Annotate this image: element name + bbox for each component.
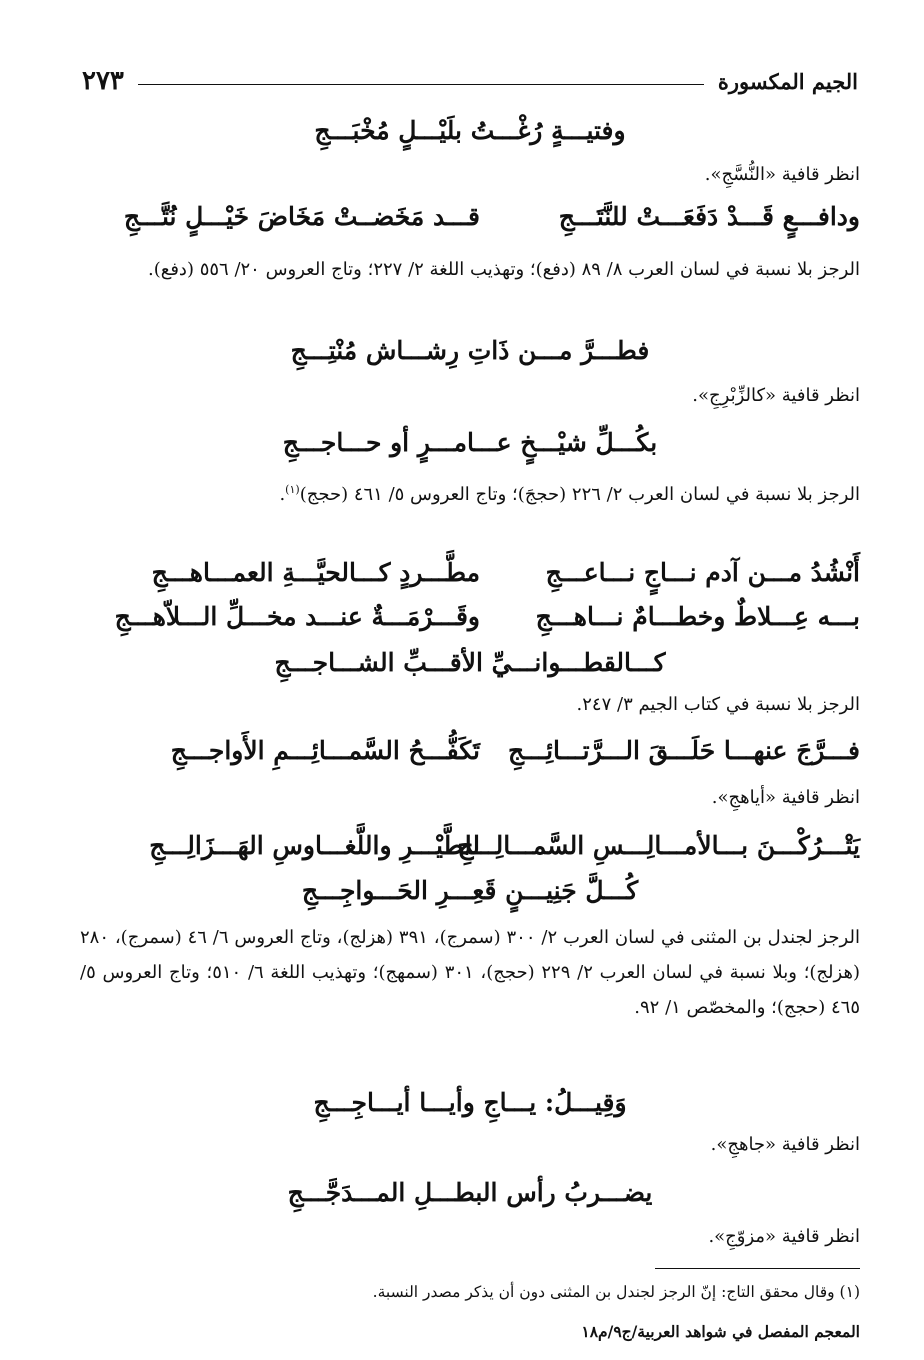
header-rule [138,84,704,85]
verse-second-hemistich: للطَّيْـــرِ واللَّغـــاوسِ الهَـــزَالِـــجِ [149,831,480,860]
page-signature: المعجم المفصل في شواهد العربية/ج٩/م١٨ [581,1322,860,1341]
verse-first-hemistich: أَنْشُدُ مـــن آدم نـــاجٍ نـــاعـــجِ [545,558,860,587]
citation-end: . [279,484,286,505]
cross-reference: انظر قافية «أياهجِ». [711,787,860,808]
cross-reference: انظر قافية «مزوّجِ». [708,1226,860,1247]
citation-paragraph [80,472,860,512]
cross-reference: انظر قافية «جاهجِ». [710,1134,860,1155]
verse-first-hemistich: بـــه عِـــلاطٌ وخطـــامٌ نـــاهـــجِ [535,602,860,631]
footnote-rule [655,1268,860,1269]
verse-second-hemistich: مطَّـــردٍ كـــالحيَّـــةِ العمـــاهـــجِ [151,558,480,587]
verse-line: وفتيـــةٍ رُغْـــتُ بلَيْـــلٍ مُخْبَـــجِ [314,116,626,145]
verse-first-hemistich: فـــرَّجَ عنهـــا حَلَـــقَ الـــرَّتـــائِـــجِ [507,736,860,765]
verse-first-hemistich: ودافـــعٍ قَـــدْ دَفَعَـــتْ للنَّتَـــجِ [558,202,860,231]
running-title: الجيم المكسورة [717,68,858,94]
verse-second-hemistich: وقَـــرْمَـــةٌ عنـــد مخـــلِّ الـــلاّهـــجِ [114,602,480,631]
page-number: ٢٧٣ [82,66,124,96]
verse-line: كُـــلَّ جَنِيـــنٍ قَعِـــرِ الحَـــواجِـــجِ [301,876,639,905]
footnote-marker[interactable]: (١) [285,483,300,496]
cross-reference: انظر قافية «كالزِّبْرِجِ». [692,385,860,406]
citation-note: الرجز بلا نسبة في كتاب الجيم ٣/ ٢٤٧. [576,694,860,715]
citation-paragraph: الرجز لجندل بن المثنى في لسان العرب ٢/ ٣٠٠ (سمرج)، ٣٩١ (هزلج)، وتاج العروس ٦/ ٤٦ (سمرج)، ٢٨٠ (هزلج)؛ وبلا نسبة في لسان العرب ٢/ ٢٢٩ (حجج)، ٣٠١ (سمهج)؛ وتهذيب اللغة ٦/ ٥١٠؛ وتاج العروس ٥/ ٤٦٥ (حجج)؛ والمخصّص ١/ ٩٢. [80,927,860,1018]
citation-paragraph: الرجز بلا نسبة في لسان العرب ٨/ ٨٩ (دفع)؛ وتهذيب اللغة ٢/ ٢٢٧؛ وتاج العروس ٢٠/ ٥٥٦ (دفع). [148,259,860,280]
cross-reference: انظر قافية «النُّسَّجِ». [704,164,860,185]
footnote: (١) وقال محقق التاج: إنّ الرجز لجندل بن المثنى دون أن يذكر مصدر النسبة. [372,1283,860,1301]
verse-line: فطـــرَّ مـــن ذَاتِ رِشـــاش مُنْتِـــجِ [290,336,650,365]
verse-line: وَقِيـــلُ: يـــاجِ وأيـــا أيـــاجِـــجِ [313,1088,627,1117]
citation-text: الرجز بلا نسبة في لسان العرب ٢/ ٢٢٦ (حججَ)؛ وتاج العروس ٥/ ٤٦١ (حجج) [299,484,860,505]
verse-line: بكُـــلِّ شيْـــخٍ عـــامـــرٍ أو حـــاجـــجِ [282,428,658,457]
verse-second-hemistich: قـــد مَخَضــتْ مَخَاضَ خَيْـــلٍ نُتَّـــجِ [123,202,480,231]
page-header [82,66,858,96]
verse-line: يضـــربُ رأس البطـــلِ المـــدَجَّـــجِ [287,1178,653,1207]
verse-second-hemistich: تَكَفُّـــحُ السَّمـــائِـــمِ الأَواجـــجِ [170,736,480,765]
verse-first-hemistich: يَتْـــرُكْـــنَ بـــالأمـــالِـــسِ السَّمـــالِـــجِ [457,831,860,860]
verse-line: كـــالقطـــوانـــيِّ الأقـــبِّ الشـــاجـــجِ [274,648,666,677]
